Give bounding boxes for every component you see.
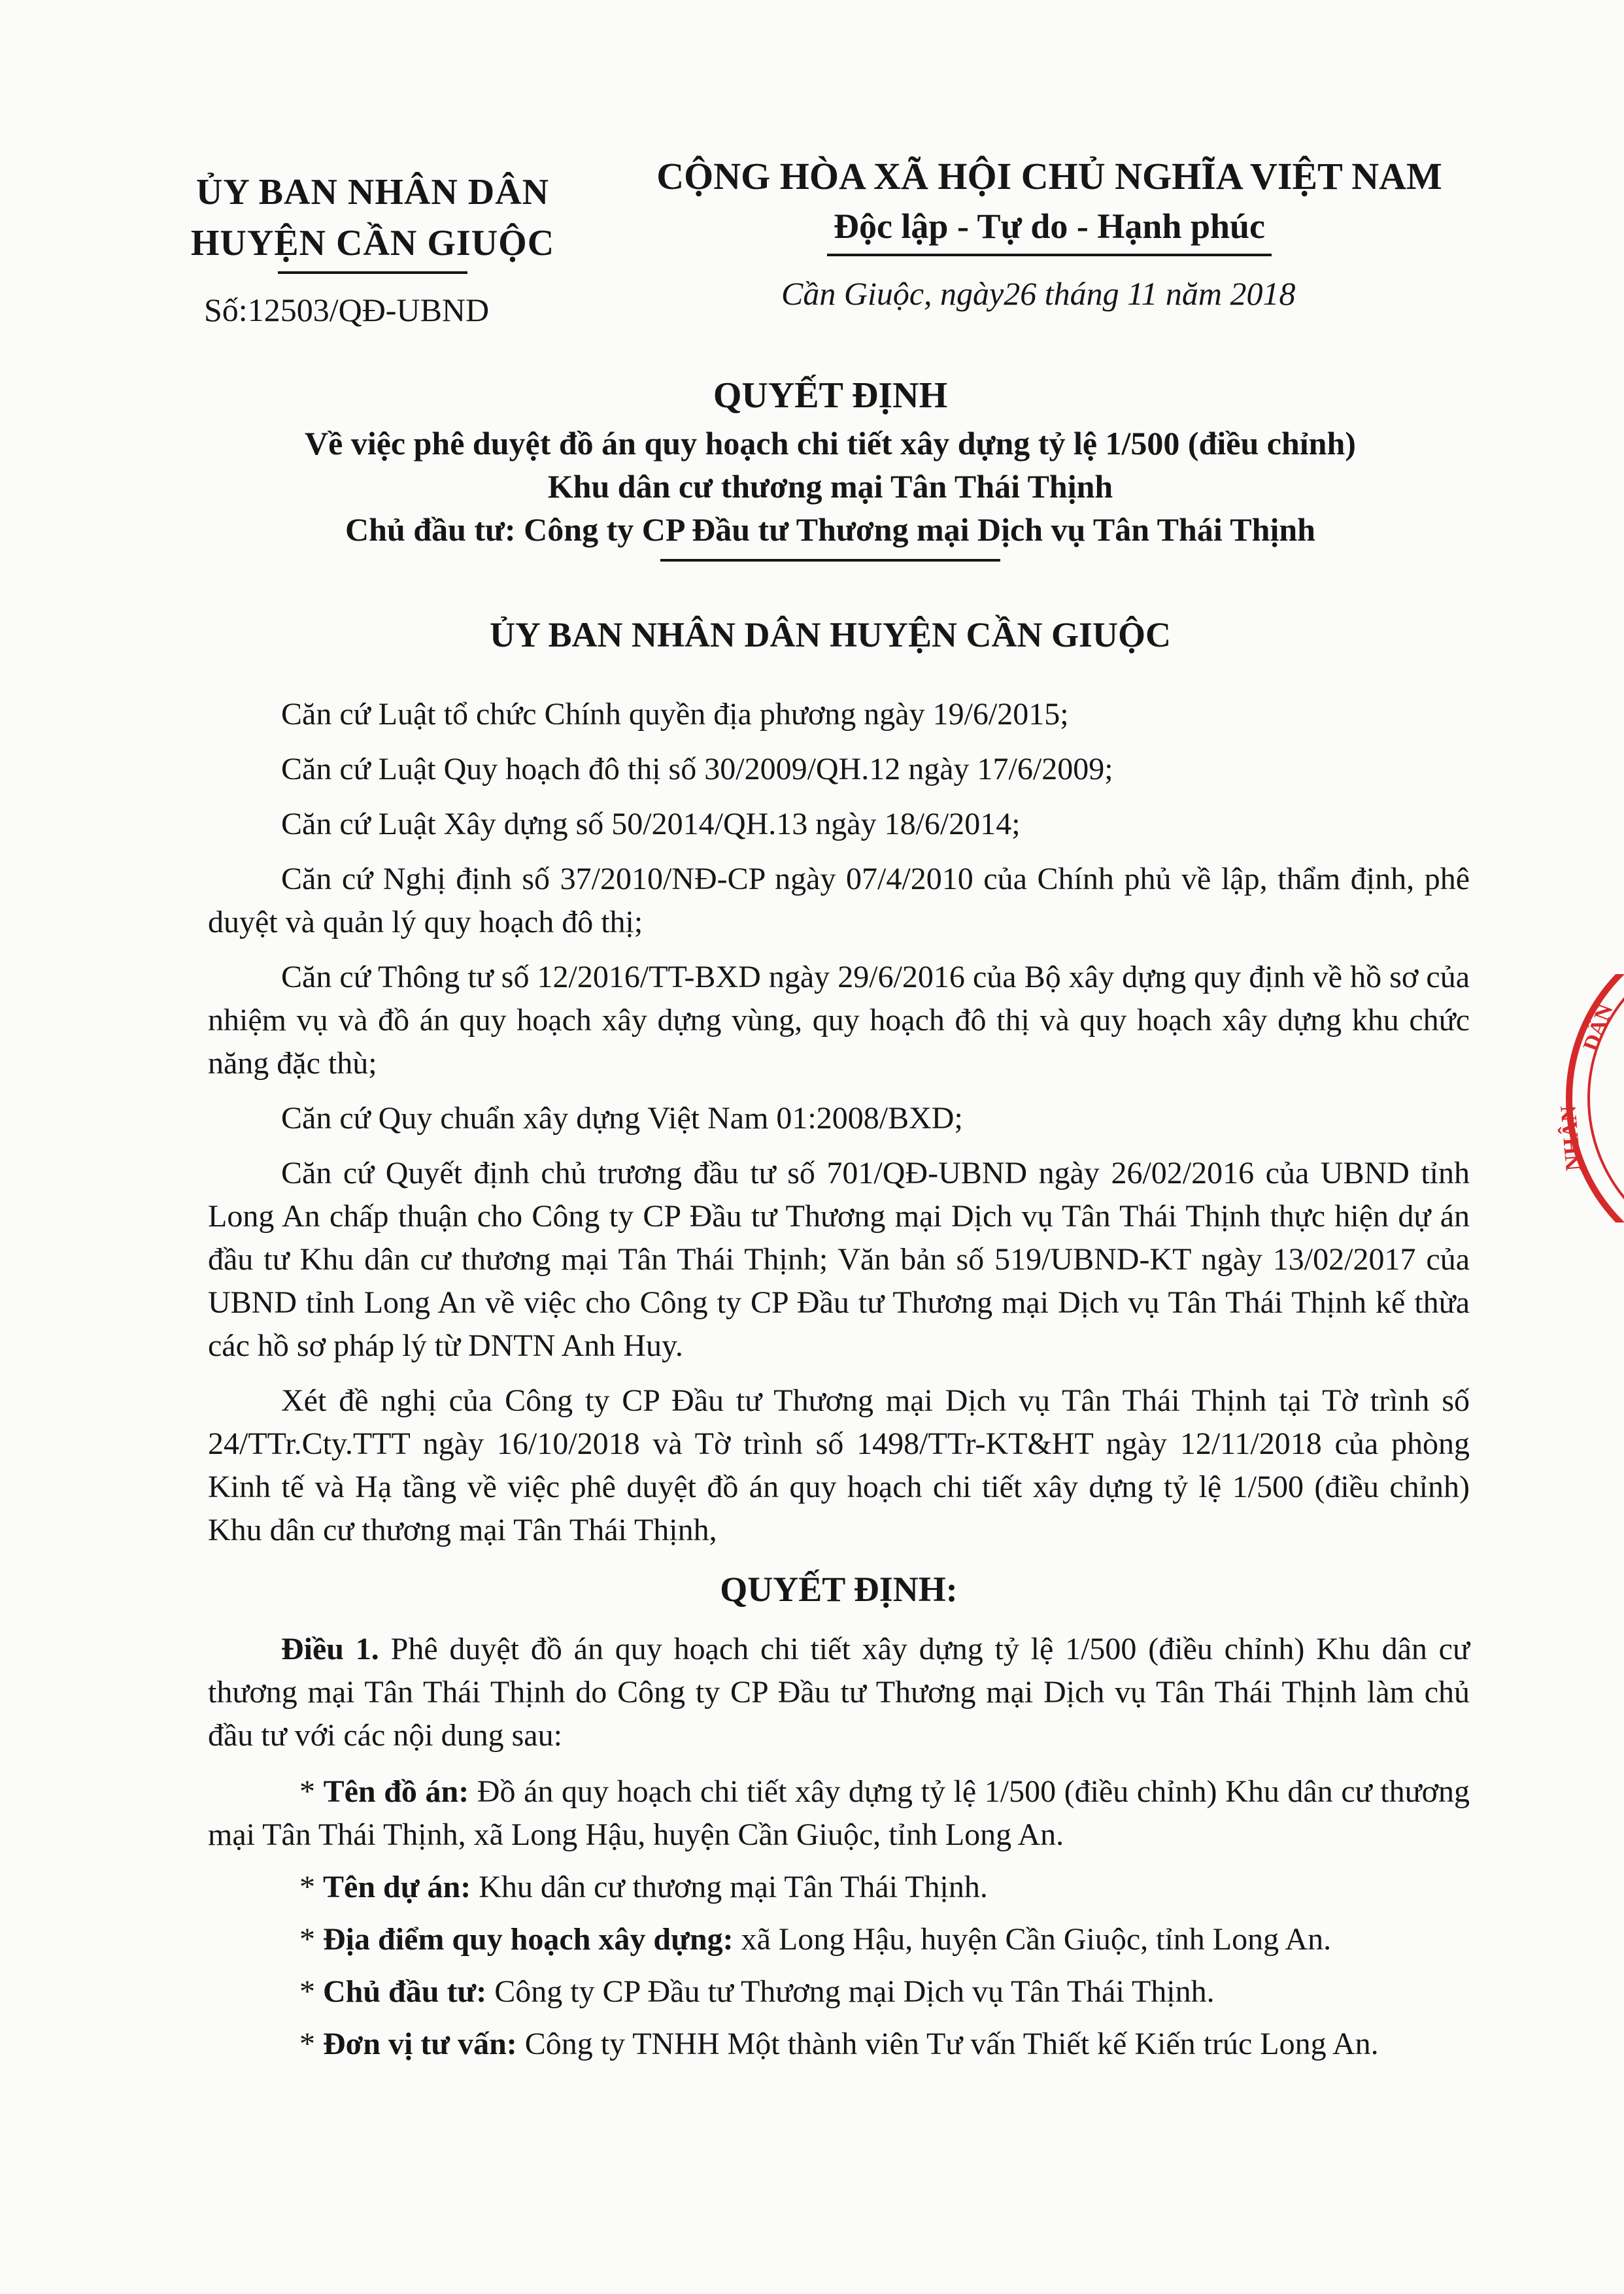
official-seal-fragment (1556, 974, 1624, 1223)
document-number: Số:12503/QĐ-UBND (204, 292, 490, 328)
article-1 (208, 1628, 1470, 1757)
svg-text:DÂN: DÂN (1578, 1000, 1618, 1054)
national-motto: Độc lập - Tự do - Hạnh phúc (833, 207, 1266, 246)
agency-divider (278, 271, 467, 274)
nation-name: CỘNG HÒA XÃ HỘI CHỦ NGHĨA VIỆT NAM (656, 155, 1442, 197)
svg-text:NHÂN: NHÂN (1556, 1104, 1586, 1172)
detail-label: Đơn vị tư vấn: (323, 2027, 517, 2061)
detail-value: Công ty CP Đầu tư Thương mại Dịch vụ Tân Thái Thịnh. (494, 1974, 1215, 2009)
detail-item: * Đơn vị tư vấn: Công ty TNHH Một thành viên Tư vấn Thiết kế Kiến trúc Long An. (299, 2027, 1379, 2061)
document-body (208, 693, 1470, 2075)
document-title-block (196, 369, 1464, 562)
detail-label: Tên dự án: (323, 1870, 471, 1904)
dateline: Cần Giuộc, ngày26 tháng 11 năm 2018 (781, 275, 1296, 312)
issuing-authority: ỦY BAN NHÂN DÂN HUYỆN CẦN GIUỘC (489, 615, 1171, 654)
detail-value: Công ty TNHH Một thành viên Tư vấn Thiết kế Kiến trúc Long An. (524, 2027, 1379, 2061)
proposal-consideration: Xét đề nghị của Công ty CP Đầu tư Thương mại Dịch vụ Tân Thái Thịnh tại Tờ trình số 24/TTr.Cty.TTT ngày 16/10/2018 và Tờ trình số 1498/TTr-KT&HT ngày 12/11/2018 của phòng Kinh tế và Hạ tầng về việc phê duyệt đồ án quy hoạch chi tiết xây dựng tỷ lệ 1/500 (điều chỉnh) Khu dân cư thương mại Tân Thái Thịnh, (208, 1383, 1470, 1547)
detail-value: Đồ án quy hoạch chi tiết xây dựng tỷ lệ 1/500 (điều chỉnh) Khu dân cư thương mại Tân Thái Thịnh, xã Long Hậu, huyện Cần Giuộc, tỉnh Long An. (208, 1774, 1470, 1852)
detail-label: Chủ đầu tư: (323, 1974, 487, 2009)
legal-basis: Căn cứ Thông tư số 12/2016/TT-BXD ngày 29/6/2016 của Bộ xây dựng quy định về hồ sơ của nhiệm vụ và đồ án quy hoạch xây dựng vùng, quy hoạch đô thị và quy hoạch xây dựng khu chức năng đặc thù; (208, 960, 1470, 1081)
title-divider (660, 559, 1000, 562)
detail-label: Tên đồ án: (323, 1774, 469, 1809)
decision-heading: QUYẾT ĐỊNH: (720, 1570, 958, 1609)
agency-line-2: HUYỆN CẦN GIUỘC (190, 223, 555, 263)
legal-basis: Căn cứ Quy chuẩn xây dựng Việt Nam 01:2008/BXD; (281, 1101, 963, 1136)
title-subject-line-1: Về việc phê duyệt đồ án quy hoạch chi tiết xây dựng tỷ lệ 1/500 (điều chỉnh) (305, 425, 1356, 462)
detail-item: * Tên dự án: Khu dân cư thương mại Tân Thái Thịnh. (299, 1870, 988, 1904)
legal-basis: Căn cứ Luật tổ chức Chính quyền địa phương ngày 19/6/2015; (281, 697, 1069, 732)
issuing-agency (163, 167, 582, 274)
detail-item: * Tên đồ án: Đồ án quy hoạch chi tiết xây dựng tỷ lệ 1/500 (điều chỉnh) Khu dân cư thương mại Tân Thái Thịnh, xã Long Hậu, huyện Cần Giuộc, tỉnh Long An. (208, 1774, 1470, 1852)
title-subject-line-3: Chủ đầu tư: Công ty CP Đầu tư Thương mại Dịch vụ Tân Thái Thịnh (345, 511, 1315, 548)
detail-label: Địa điểm quy hoạch xây dựng: (323, 1922, 734, 1957)
motto-divider (827, 254, 1272, 256)
detail-value: Khu dân cư thương mại Tân Thái Thịnh. (479, 1870, 988, 1904)
title-subject-line-2: Khu dân cư thương mại Tân Thái Thịnh (547, 468, 1113, 505)
detail-value: xã Long Hậu, huyện Cần Giuộc, tỉnh Long An. (741, 1922, 1332, 1957)
legal-basis: Căn cứ Quyết định chủ trương đầu tư số 701/QĐ-UBND ngày 26/02/2016 của UBND tỉnh Long An chấp thuận cho Công ty CP Đầu tư Thương mại Dịch vụ Tân Thái Thịnh thực hiện dự án đầu tư Khu dân cư thương mại Tân Thái Thịnh; Văn bản số 519/UBND-KT ngày 13/02/2017 của UBND tỉnh Long An về việc cho Công ty CP Đầu tư Thương mại Dịch vụ Tân Thái Thịnh kế thừa các hồ sơ pháp lý từ DNTN Anh Huy. (208, 1156, 1470, 1363)
legal-basis: Căn cứ Nghị định số 37/2010/NĐ-CP ngày 07/4/2010 của Chính phủ về lập, thẩm định, phê duyệt và quản lý quy hoạch đô thị; (208, 862, 1470, 939)
legal-basis: Căn cứ Luật Quy hoạch đô thị số 30/2009/QH.12 ngày 17/6/2009; (281, 752, 1113, 786)
legal-basis: Căn cứ Luật Xây dựng số 50/2014/QH.13 ngày 18/6/2014; (281, 807, 1021, 841)
detail-item: * Chủ đầu tư: Công ty CP Đầu tư Thương mại Dịch vụ Tân Thái Thịnh. (299, 1974, 1215, 2009)
national-header (628, 150, 1471, 256)
article-1-text: Phê duyệt đồ án quy hoạch chi tiết xây dựng tỷ lệ 1/500 (điều chỉnh) Khu dân cư thương mại Tân Thái Thịnh do Công ty CP Đầu tư Thương mại Dịch vụ Tân Thái Thịnh làm chủ đầu tư với các nội dung sau: (208, 1632, 1470, 1753)
detail-item: * Địa điểm quy hoạch xây dựng: xã Long Hậu, huyện Cần Giuộc, tỉnh Long An. (299, 1922, 1332, 1957)
document-title: QUYẾT ĐỊNH (713, 375, 948, 416)
agency-line-1: ỦY BAN NHÂN DÂN (195, 172, 550, 212)
article-1-label: Điều 1. (281, 1632, 379, 1666)
